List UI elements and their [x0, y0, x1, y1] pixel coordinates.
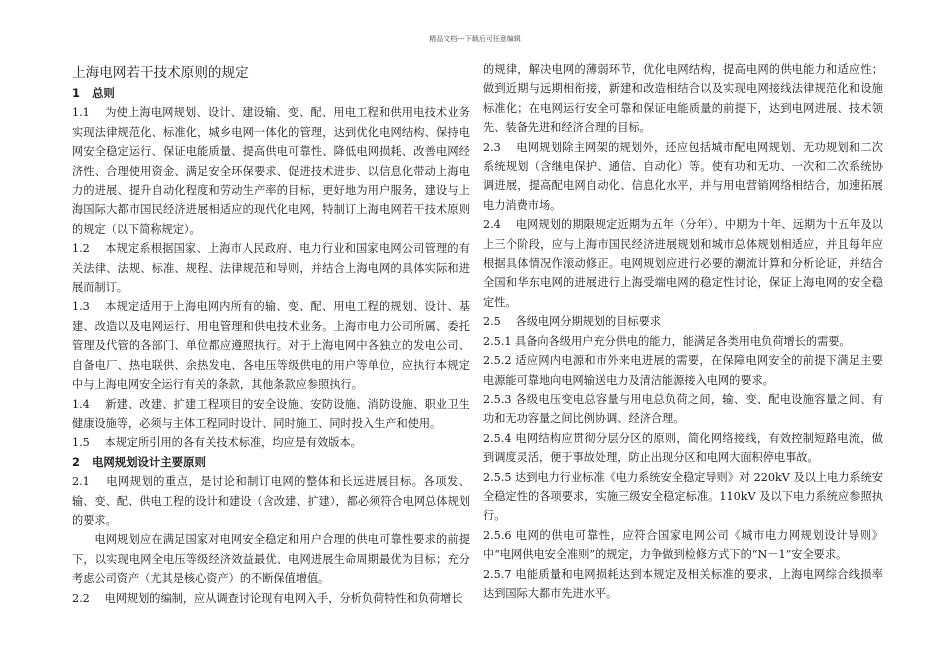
page-header-note: 精品文档---下载后可任意编辑: [429, 35, 521, 43]
section-1-number: 1: [72, 86, 80, 100]
left-column: [72, 62, 470, 608]
paragraph-1-1: 1.1 为使上海电网规划、设计、建设输、变、配、用电工程和供用电技术业务实现法律规范化、标准化，城乡电网一体化的管理，达到优化电网结构、保持电网安全稳定运行、保证电能质量、提高供电可靠性、降低电网损耗、改善电网经济性、合理使用资金、满足安全环保要求、促进技术进步、以信息化带动上海电力的进展、提升自动化程度和劳动生产率的目标，更好地为用户服务，建设与上海国际大都市国民经济进展相适应的现代化电网，特制订上海电网若干技术原则的规定（以下简称规定）。: [72, 106, 470, 236]
paragraph-2-3: 2.3 电网规划除主网架的规划外，还应包括城市配电网规划、无功规划和二次系统规划（含继电保护、通信、自动化）等。使有功和无功、一次和二次系统协调进展，提高配电网自动化、信息化水平，并与用电营销网络相结合，加速拓展电力消费市场。: [483, 140, 883, 212]
paragraph-2-5-7: 2.5.7 电能质量和电网损耗达到本规定及相关标准的要求，上海电网综合线损率达到国际大都市先进水平。: [483, 567, 883, 600]
paragraph-2-5: 2.5 各级电网分期规划的目标要求: [483, 315, 661, 329]
paragraph-2-5-6: 2.5.6 电网的供电可靠性，应符合国家电网公司《城市电力网规划设计导则》中“电网供电安全准则”的规定，力争做到检修方式下的“N－1”安全要求。: [483, 528, 883, 562]
section-2-number: 2: [72, 454, 80, 469]
paragraph-1-5: 1.5 本规定所引用的各有关技术标准，均应是有效版本。: [72, 436, 362, 450]
paragraph-2-2-continued: 的规律，解决电网的薄弱环节，优化电网结构，提高电网的供电能力和适应性；做到近期与远期相衔接，新建和改造相结合以及实现电网接线法律规范化和设施标准化；在电网运行安全可靠和保证电能质量的前提下，达到电网进展、技术领先、装备先进和经济合理的目标。: [483, 63, 883, 135]
paragraph-1-2: 1.2 本规定系根据国家、上海市人民政府、电力行业和国家电网公司管理的有关法律、法规、标准、规程、法律规范和导则，并结合上海电网的具体实际和进展而制订。: [72, 242, 470, 295]
section-2-title: 电网规划设计主要原则: [91, 454, 206, 469]
section-1-title: 总则: [91, 86, 115, 100]
paragraph-2-5-2: 2.5.2 适应网内电源和市外来电进展的需要，在保障电网安全的前提下满足主要电源能可靠地向电网输送电力及清洁能源接入电网的要求。: [483, 354, 883, 387]
section-2-heading: [72, 453, 470, 472]
paragraph-2-5-4: 2.5.4 电网结构应贯彻分层分区的原则，简化网络接线，有效控制短路电流，做到调度灵活，便于事故处理，防止出现分区和电网大面积停电事故。: [483, 431, 883, 465]
section-1-heading: [72, 84, 470, 103]
paragraph-2-5-5: 2.5.5 达到电力行业标准《电力系统安全稳定导则》对 220kV 及以上电力系统安全稳定性的各项要求，实施三级安全稳定标准。110kV 及以下电力系统应参照执行。: [483, 470, 883, 523]
paragraph-2-5-1: 2.5.1 具备向各级用户充分供电的能力，能满足各类用电负荷增长的需要。: [483, 334, 851, 348]
paragraph-2-1: 2.1 电网规划的重点，是讨论和制订电网的整体和长远进展目标。各项发、输、变、配、供电工程的设计和建设（含改建、扩建），都必须符合电网总体规划的要求。: [72, 475, 470, 527]
paragraph-1-4: 1.4 新建、改建、扩建工程项目的安全设施、安防设施、消防设施、职业卫生健康设施等，必须与主体工程同时设计、同时施工、同时投入生产和使用。: [72, 397, 470, 430]
paragraph-1-3: 1.3 本规定适用于上海电网内所有的输、变、配、用电工程的规划、设计、基建、改造以及电网运行、用电管理和供电技术业务。上海市电力公司所属、委托管理及代管的各部门、单位都应遵照执行。对于上海电网中各独立的发电公司、自备电厂、热电联供、余热发电、各电压等级供电的用户等单位，应执行本规定中与上海电网安全运行有关的条款，其他条款应参照执行。: [72, 300, 470, 392]
document-title: 上海电网若干技术原则的规定: [72, 65, 249, 81]
paragraph-2-5-3: 2.5.3 各级电压变电总容量与用电总负荷之间，输、变、配电设施容量之间、有功和无功容量之间比例协调、经济合理。: [483, 392, 883, 426]
paragraph-2-1-continued: 电网规划应在满足国家对电网安全稳定和用户合理的供电可靠性要求的前提下，以实现电网全电压等级经济效益最优、电网进展生命周期最优为目标；充分考虑公司资产（尤其是核心资产）的不断保值增值。: [72, 533, 470, 586]
right-column: [483, 60, 883, 603]
paragraph-2-4: 2.4 电网规划的期限规定近期为五年（分年）、中期为十年、远期为十五年及以上三个阶段，应与上海市国民经济进展规划和城市总体规划相适应，并且每年应根据具体情况作滚动修正。电网规划应进行必要的潮流计算和分析论证，并结合全国和华东电网的进展进行上海受端电网的稳定性讨论，保证上海电网的安全稳定性。: [483, 218, 883, 309]
paragraph-2-2: 2.2 电网规划的编制，应从调查讨论现有电网入手，分析负荷特性和负荷增长: [72, 591, 463, 605]
